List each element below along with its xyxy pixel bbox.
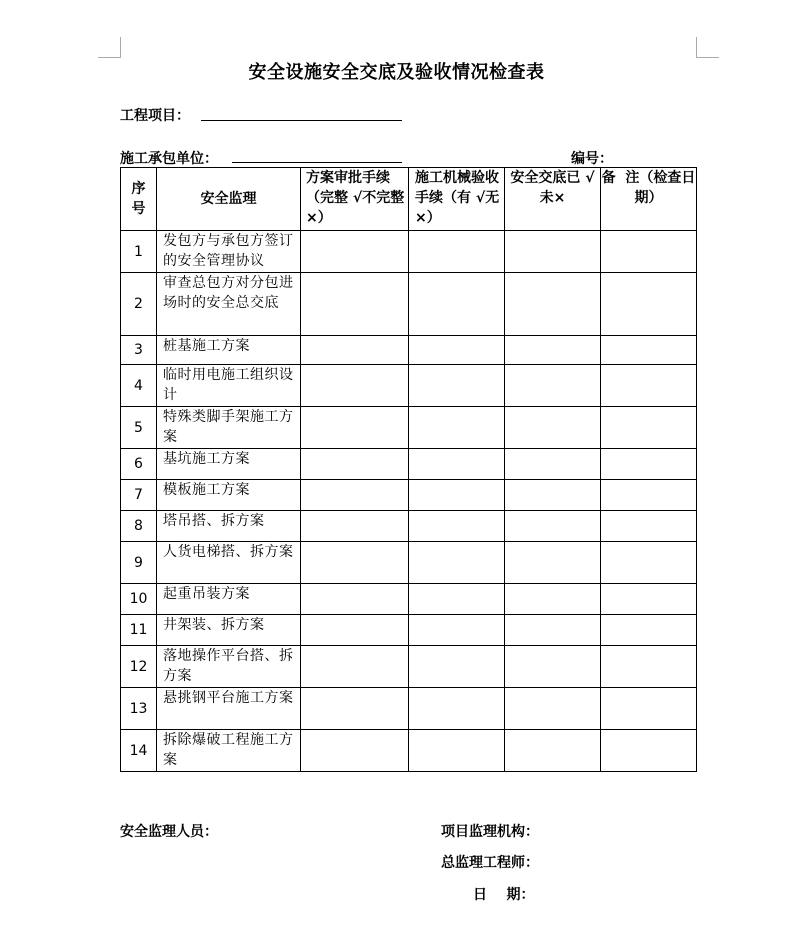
date-label: 日 期：	[473, 887, 535, 903]
row-item: 桩基施工方案	[157, 336, 301, 365]
plan-approval-cell[interactable]	[301, 365, 409, 407]
briefing-cell[interactable]	[505, 542, 601, 584]
row-number: 13	[121, 688, 157, 730]
row-number: 3	[121, 336, 157, 365]
table-row	[121, 688, 697, 730]
machinery-cell[interactable]	[409, 584, 505, 615]
plan-approval-cell[interactable]	[301, 511, 409, 542]
page-corner-mark-top-right	[696, 37, 719, 58]
plan-approval-cell[interactable]	[301, 407, 409, 449]
briefing-cell[interactable]	[505, 231, 601, 273]
row-item: 悬挑钢平台施工方案	[157, 688, 301, 730]
header-machinery: 施工机械验收手续（有 √无 ×）	[409, 168, 505, 231]
machinery-cell[interactable]	[409, 231, 505, 273]
briefing-cell[interactable]	[505, 449, 601, 480]
table-row	[121, 511, 697, 542]
row-number: 9	[121, 542, 157, 584]
row-number: 2	[121, 273, 157, 336]
chief-engineer-label: 总监理工程师：	[441, 855, 539, 871]
row-item: 特殊类脚手架施工方案	[157, 407, 301, 449]
briefing-cell[interactable]	[505, 688, 601, 730]
machinery-cell[interactable]	[409, 511, 505, 542]
plan-approval-cell[interactable]	[301, 646, 409, 688]
plan-approval-cell[interactable]	[301, 584, 409, 615]
row-item: 拆除爆破工程施工方案	[157, 730, 301, 772]
remarks-cell[interactable]	[601, 730, 697, 772]
plan-approval-cell[interactable]	[301, 542, 409, 584]
contractor-label: 施工承包单位：	[120, 151, 218, 167]
remarks-cell[interactable]	[601, 584, 697, 615]
project-field[interactable]	[201, 120, 402, 121]
remarks-cell[interactable]	[601, 511, 697, 542]
machinery-cell[interactable]	[409, 273, 505, 336]
row-number: 6	[121, 449, 157, 480]
row-number: 12	[121, 646, 157, 688]
remarks-cell[interactable]	[601, 231, 697, 273]
remarks-cell[interactable]	[601, 365, 697, 407]
contractor-field[interactable]	[232, 162, 402, 163]
header-briefing: 安全交底已 √未×	[505, 168, 601, 231]
row-item: 人货电梯搭、拆方案	[157, 542, 301, 584]
header-supervision: 安全监理	[157, 168, 301, 231]
number-label: 编号：	[571, 151, 613, 167]
row-number: 10	[121, 584, 157, 615]
row-item: 井架装、拆方案	[157, 615, 301, 646]
machinery-cell[interactable]	[409, 615, 505, 646]
remarks-cell[interactable]	[601, 615, 697, 646]
briefing-cell[interactable]	[505, 273, 601, 336]
machinery-cell[interactable]	[409, 449, 505, 480]
row-item: 审查总包方对分包进场时的安全总交底	[157, 273, 301, 336]
plan-approval-cell[interactable]	[301, 615, 409, 646]
row-number: 4	[121, 365, 157, 407]
remarks-cell[interactable]	[601, 646, 697, 688]
briefing-cell[interactable]	[505, 365, 601, 407]
inspection-table	[120, 167, 697, 772]
table-row	[121, 273, 697, 336]
page-corner-mark-top-left	[98, 37, 121, 58]
row-number: 1	[121, 231, 157, 273]
briefing-cell[interactable]	[505, 407, 601, 449]
table-row	[121, 407, 697, 449]
row-item: 发包方与承包方签订的安全管理协议	[157, 231, 301, 273]
table-row	[121, 231, 697, 273]
header-seq: 序号	[121, 168, 157, 231]
plan-approval-cell[interactable]	[301, 480, 409, 511]
row-item: 基坑施工方案	[157, 449, 301, 480]
briefing-cell[interactable]	[505, 615, 601, 646]
plan-approval-cell[interactable]	[301, 730, 409, 772]
briefing-cell[interactable]	[505, 511, 601, 542]
machinery-cell[interactable]	[409, 480, 505, 511]
table-row	[121, 615, 697, 646]
briefing-cell[interactable]	[505, 730, 601, 772]
row-number: 11	[121, 615, 157, 646]
row-item: 临时用电施工组织设计	[157, 365, 301, 407]
briefing-cell[interactable]	[505, 646, 601, 688]
machinery-cell[interactable]	[409, 336, 505, 365]
remarks-cell[interactable]	[601, 542, 697, 584]
plan-approval-cell[interactable]	[301, 231, 409, 273]
machinery-cell[interactable]	[409, 646, 505, 688]
machinery-cell[interactable]	[409, 730, 505, 772]
header-plan-approval: 方案审批手续（完整 √不完整×）	[301, 168, 409, 231]
plan-approval-cell[interactable]	[301, 273, 409, 336]
row-item: 塔吊搭、拆方案	[157, 511, 301, 542]
row-number: 7	[121, 480, 157, 511]
remarks-cell[interactable]	[601, 688, 697, 730]
machinery-cell[interactable]	[409, 407, 505, 449]
project-label: 工程项目：	[120, 108, 190, 124]
briefing-cell[interactable]	[505, 584, 601, 615]
table-row	[121, 480, 697, 511]
remarks-cell[interactable]	[601, 449, 697, 480]
row-number: 8	[121, 511, 157, 542]
row-item: 起重吊装方案	[157, 584, 301, 615]
table-row	[121, 449, 697, 480]
briefing-cell[interactable]	[505, 336, 601, 365]
table-row	[121, 542, 697, 584]
row-number: 14	[121, 730, 157, 772]
remarks-cell[interactable]	[601, 336, 697, 365]
header-remarks: 备 注（检查日期）	[601, 168, 697, 231]
safety-supervisor-label: 安全监理人员：	[120, 824, 218, 840]
document-title: 安全设施安全交底及验收情况检查表	[248, 62, 545, 83]
table-row	[121, 730, 697, 772]
row-item: 模板施工方案	[157, 480, 301, 511]
machinery-cell[interactable]	[409, 542, 505, 584]
row-item: 落地操作平台搭、拆方案	[157, 646, 301, 688]
machinery-cell[interactable]	[409, 365, 505, 407]
briefing-cell[interactable]	[505, 480, 601, 511]
table-row	[121, 365, 697, 407]
plan-approval-cell[interactable]	[301, 336, 409, 365]
project-org-label: 项目监理机构：	[441, 824, 539, 840]
table-row	[121, 646, 697, 688]
table-row	[121, 336, 697, 365]
remarks-cell[interactable]	[601, 407, 697, 449]
row-number: 5	[121, 407, 157, 449]
plan-approval-cell[interactable]	[301, 449, 409, 480]
table-row	[121, 584, 697, 615]
plan-approval-cell[interactable]	[301, 688, 409, 730]
remarks-cell[interactable]	[601, 273, 697, 336]
remarks-cell[interactable]	[601, 480, 697, 511]
machinery-cell[interactable]	[409, 688, 505, 730]
